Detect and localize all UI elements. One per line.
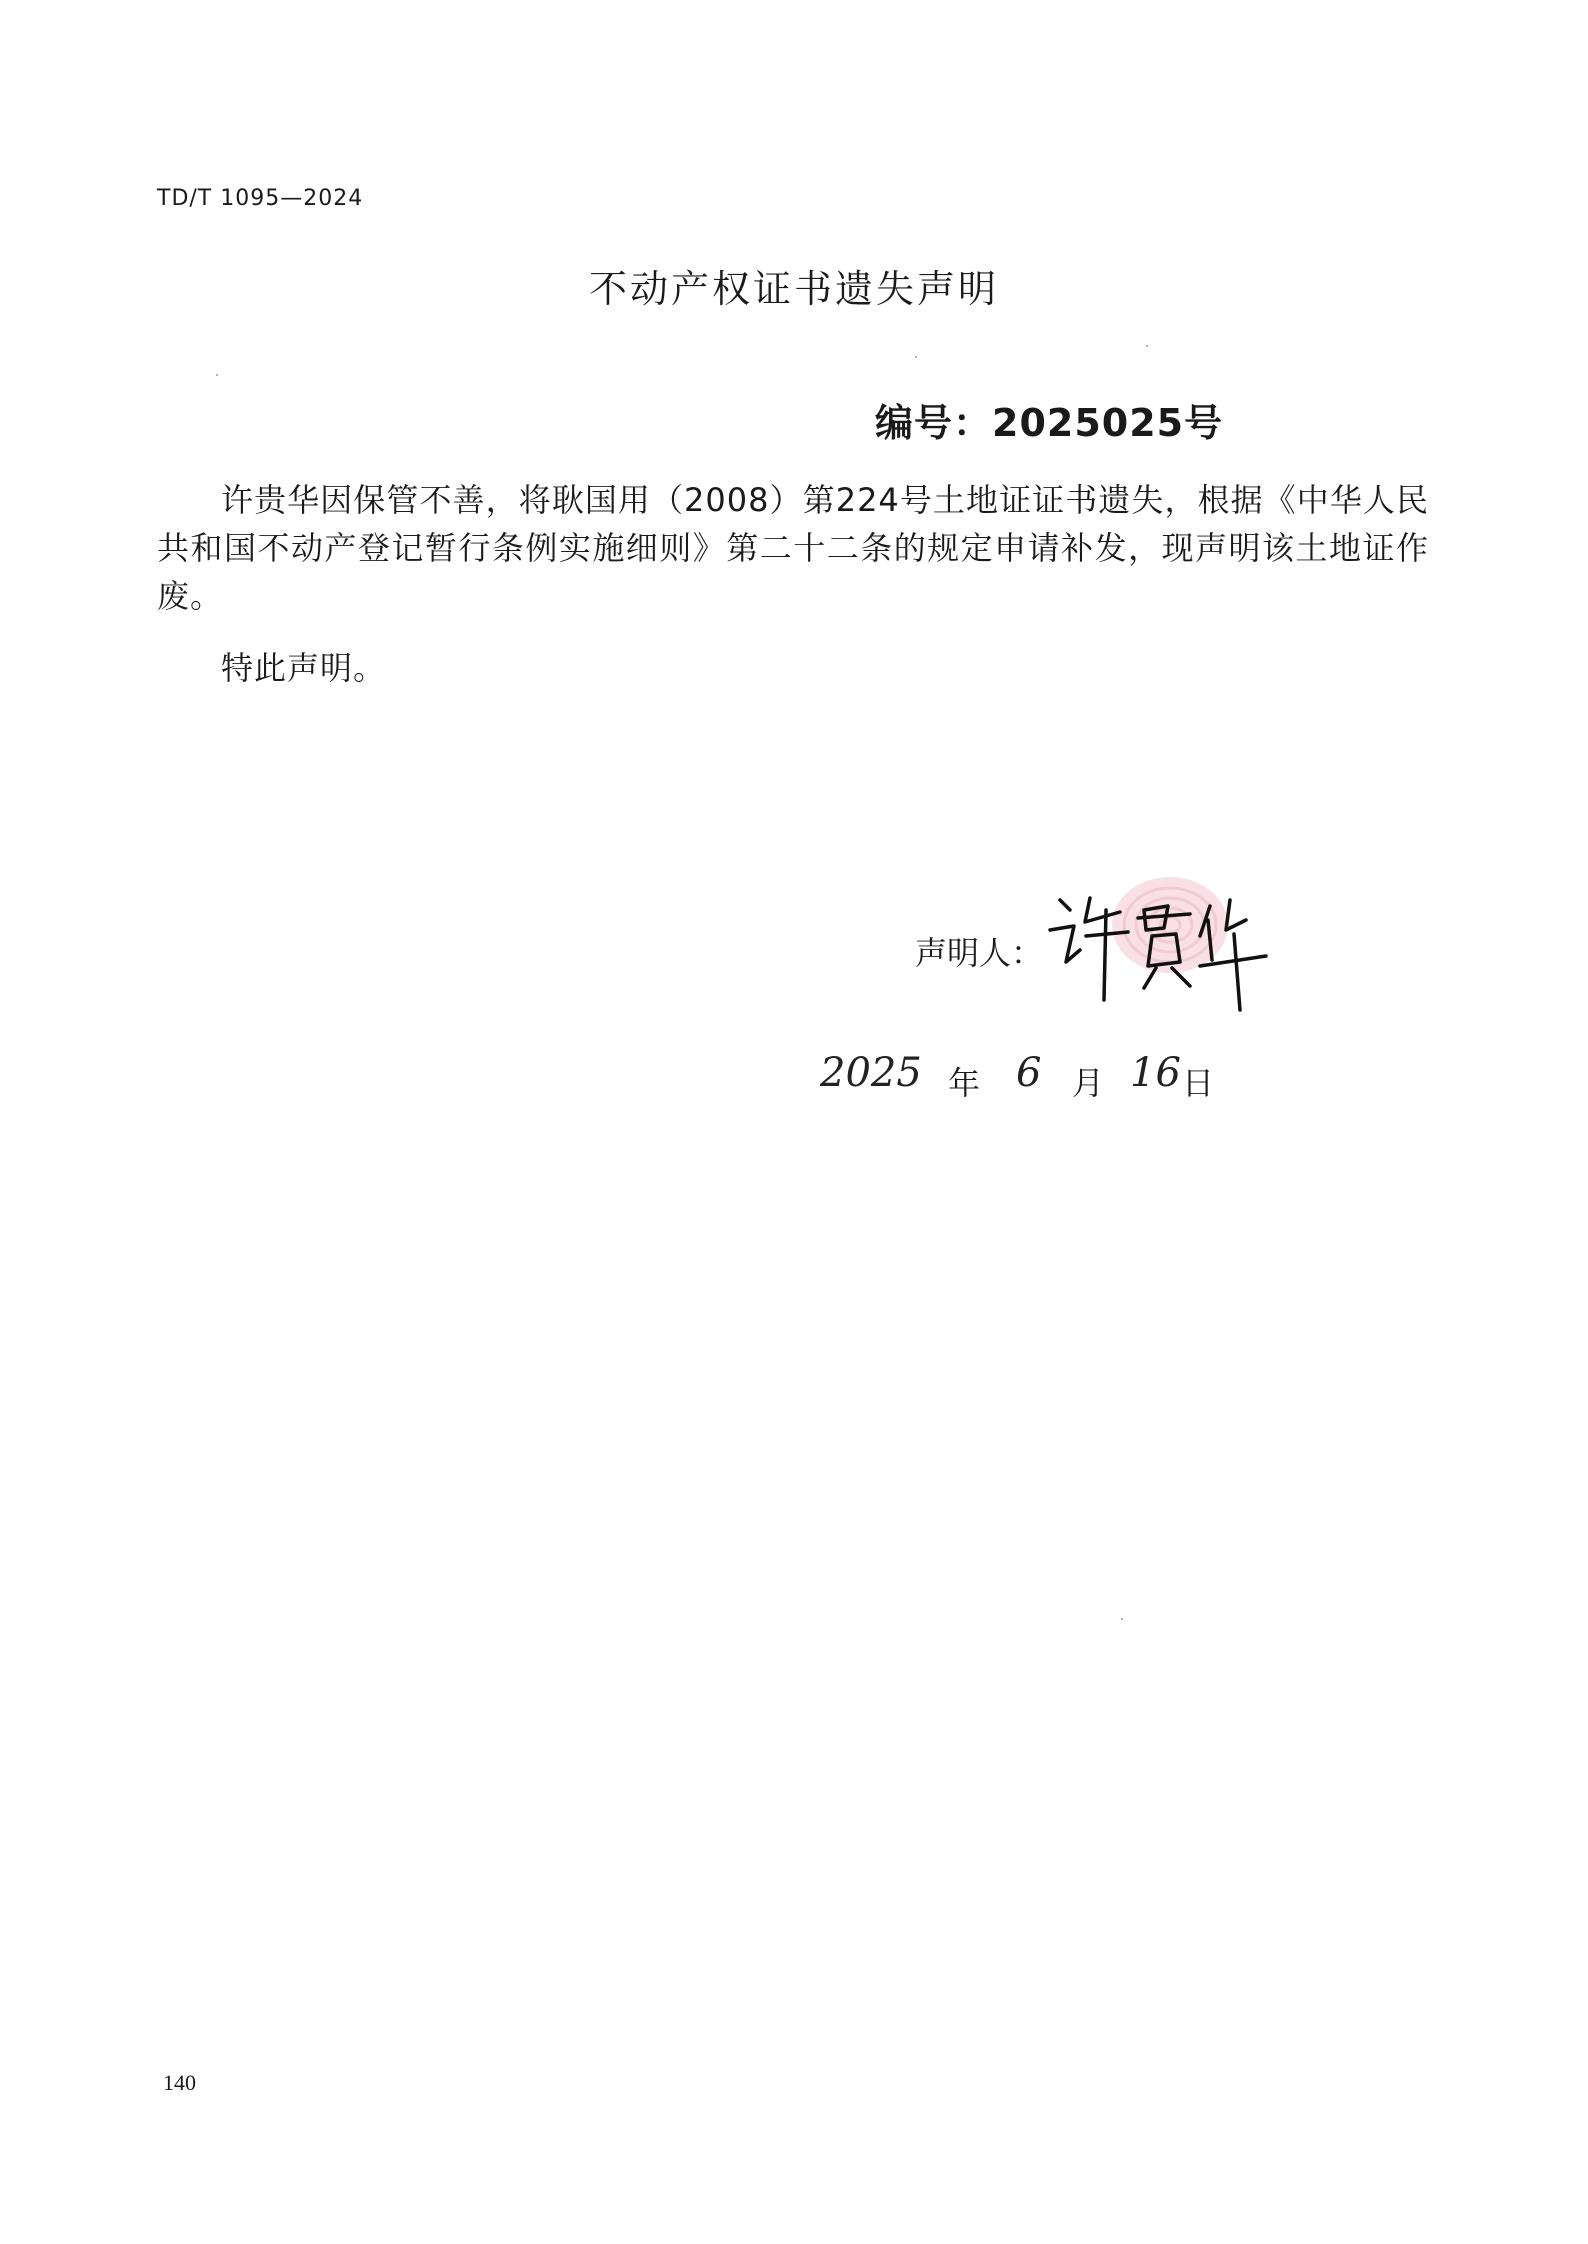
standard-code: TD/T 1095—2024	[157, 186, 364, 211]
closing-statement: 特此声明。	[221, 649, 387, 687]
date-month-label: 月	[1072, 1064, 1105, 1102]
declaration-body	[157, 476, 1429, 692]
declaration-paragraph: 许贵华因保管不善，将耿国用（2008）第224号土地证证书遗失，根据《中华人民共和国不动产登记暂行条例实施细则》第二十二条的规定申请补发，现声明该土地证作废。	[157, 481, 1429, 615]
page-number: 140	[163, 2070, 196, 2095]
serial-number: 编号：2025025号	[875, 401, 1224, 445]
date-year: 2025	[820, 1050, 922, 1096]
scan-speck	[915, 356, 917, 358]
declaration-date	[820, 1040, 1240, 1120]
handwritten-signature	[1040, 870, 1300, 1030]
date-year-label: 年	[948, 1064, 981, 1102]
date-day-label: 日	[1182, 1064, 1215, 1102]
date-month: 6	[1016, 1050, 1042, 1096]
document-title: 不动产权证书遗失声明	[588, 267, 999, 311]
declarant-label: 声明人：	[915, 934, 1044, 972]
scan-speck	[216, 374, 218, 376]
scan-speck	[1146, 345, 1148, 347]
scan-speck	[1121, 1618, 1123, 1620]
date-day: 16	[1130, 1050, 1181, 1096]
